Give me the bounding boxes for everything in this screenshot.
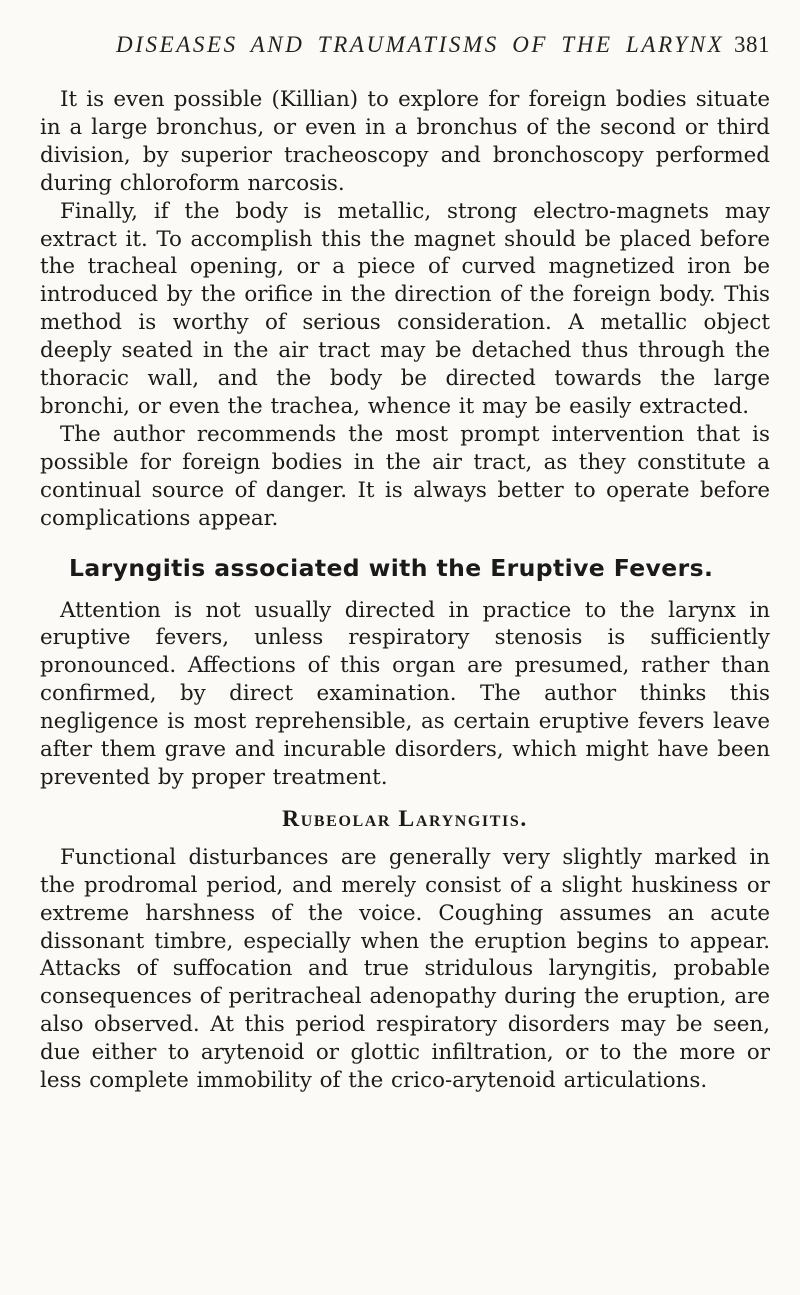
paragraph-eruptive-fevers: Attention is not usually directed in practice to the larynx in eruptive fevers, unless respiratory stenosis is sufficiently pronounced. Affections of this organ are presumed, rather than confirmed, by direct examination. The author thinks this negligence is most reprehensible, as certain eruptive fevers leave after them grave and incurable disorders, which might have been prevented by proper treatment. (40, 597, 770, 790)
section-heading: Laryngitis associated with the Eruptive Fevers. (69, 553, 714, 582)
running-title: DISEASES AND TRAUMATISMS OF THE LARYNX (116, 32, 725, 57)
book-page (40, 32, 770, 1095)
paragraph-prompt-intervention: The author recommends the most prompt intervention that is possible for foreign bodies in the air tract, as they constitute a continual source of danger. It is always better to operate before complications appear. (40, 421, 770, 531)
paragraph-functional-disturbances: Functional disturbances are generally very slightly marked in the prodromal period, and merely consist of a slight huskiness or extreme harshness of the voice. Coughing assumes an acute dissonant timbre, especially when the eruption begins to appear. Attacks of suffocation and true stridulous laryngitis, probable consequences of peritracheal adenopathy during the eruption, are also observed. At this period respiratory disorders may be seen, due either to arytenoid or glottic infiltration, or to the more or less complete immobility of the crico-arytenoid articulations. (40, 844, 770, 1094)
paragraph-electro-magnets: Finally, if the body is metallic, strong electro-magnets may extract it. To accomplish this the magnet should be placed before the tracheal opening, or a piece of curved magnetized iron be introduced by the orifice in the direction of the foreign body. This method is worthy of serious consideration. A metallic object deeply seated in the air tract may be detached thus through the thoracic wall, and the body be directed towards the large bronchi, or even the trachea, whence it may be easily extracted. (40, 198, 770, 419)
page-number: 381 (734, 32, 770, 57)
running-header (40, 32, 770, 66)
paragraph-killian: It is even possible (Killian) to explore for foreign bodies situate in a large bronchus, or even in a bronchus of the second or third division, by superior tracheoscopy and bronchoscopy performed during chloroform narcosis. (40, 87, 770, 196)
subsection-heading: Rubeolar Laryngitis. (282, 805, 528, 832)
